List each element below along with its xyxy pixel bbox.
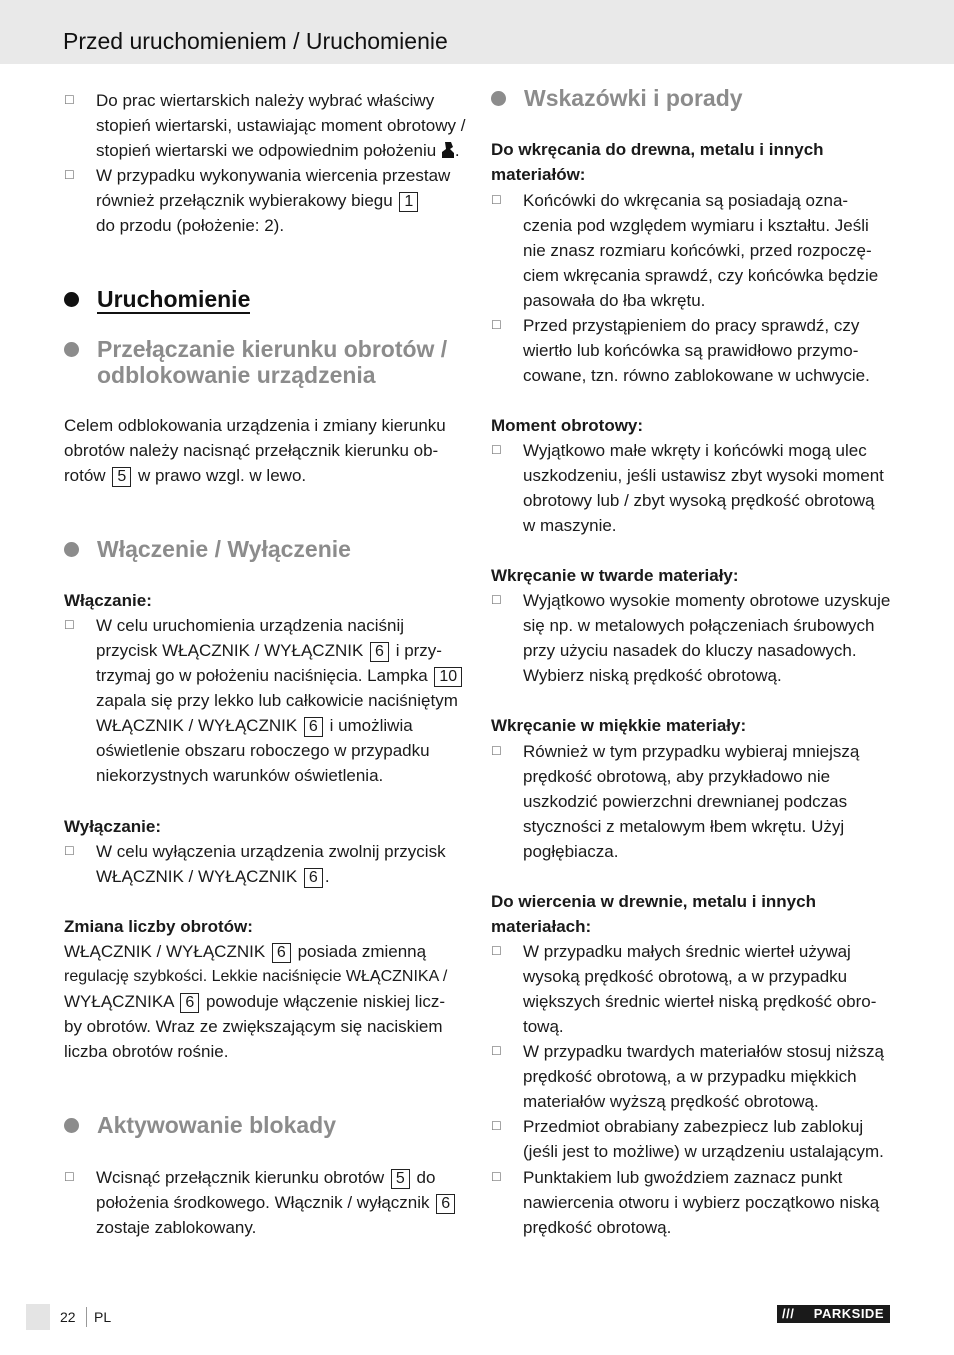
- text: do: [416, 1168, 436, 1187]
- line: stopień wiertarski, ustawiając moment obrotowy /: [96, 116, 466, 135]
- list-item: [491, 313, 891, 388]
- line: Przedmiot obrabiany zabezpiecz lub zablokuj: [523, 1117, 864, 1136]
- checkbox-square-icon: ☐: [64, 1170, 75, 1184]
- line: pasowała do łba wkrętu.: [523, 291, 706, 310]
- line: Wyjątkowo małe wkręty i końcówki mogą ulec: [523, 441, 867, 460]
- heading-text: Przełączanie kierunku obrotów /: [97, 336, 448, 362]
- line: W przypadku małych średnic wierteł używaj: [523, 942, 851, 961]
- subheading: Wkręcanie w twarde materiały:: [491, 566, 739, 585]
- section-heading: [64, 536, 464, 564]
- page-title: Przed uruchomieniem / Uruchomienie: [63, 28, 448, 54]
- line: nie znasz rozmiaru końcówki, przed rozpoczę-: [523, 241, 872, 260]
- list-item: [64, 613, 464, 788]
- line: (jeśli jest to możliwe) w urządzeniu ustalającym.: [523, 1142, 884, 1161]
- line: Do wiercenia w drewnie, metalu i innych: [491, 892, 816, 911]
- brand-name: PARKSIDE: [813, 1306, 884, 1321]
- line: WŁĄCZNIK / WYŁĄCZNIK 6 .: [96, 867, 330, 886]
- line: wiertło lub końcówka są prawidłowo przymo-: [523, 341, 859, 360]
- checkbox-square-icon: ☐: [64, 844, 75, 858]
- bullet-dot-icon: [64, 542, 79, 557]
- line: Do prac wiertarskich należy wybrać właściwy: [96, 91, 435, 110]
- text: WŁĄCZNIK / WYŁĄCZNIK: [96, 716, 298, 735]
- list-item: [491, 939, 891, 1039]
- line: W celu wyłączenia urządzenia zwolnij przycisk: [96, 842, 446, 861]
- text: również przełącznik wybierakowy biegu: [96, 191, 393, 210]
- line: do przodu (położenie: 2).: [96, 216, 285, 235]
- part-number-box: 5: [112, 467, 131, 487]
- line: Przed przystąpieniem do pracy sprawdź, czy: [523, 316, 860, 335]
- line: by obrotów. Wraz ze zwiększającym się naciskiem: [64, 1017, 443, 1036]
- line: niekorzystnych warunków oświetlenia.: [96, 766, 384, 785]
- line: [64, 939, 464, 964]
- part-number-box: 6: [304, 868, 323, 888]
- part-number-box: 6: [180, 993, 199, 1013]
- footer-marker: [26, 1304, 50, 1330]
- line: [96, 663, 464, 688]
- line: Wyjątkowo wysokie momenty obrotowe uzyskuje: [523, 591, 891, 610]
- line: wysoką prędkość obrotową, a w przypadku: [523, 967, 848, 986]
- line: Punktakiem lub gwoździem zaznacz punkt: [523, 1168, 843, 1187]
- list-item: [64, 839, 464, 889]
- subheading: Włączanie:: [64, 591, 152, 610]
- page-number: 22: [60, 1309, 76, 1325]
- line: większych średnic wierteł niską prędkość obro-: [523, 992, 877, 1011]
- line: styczności z metalowym łbem wkrętu. Użyj: [523, 817, 845, 836]
- subheading: Moment obrotowy:: [491, 416, 644, 435]
- subheading: Zmiana liczby obrotów:: [64, 917, 253, 936]
- text: Wcisnąć przełącznik kierunku obrotów: [96, 1168, 385, 1187]
- text: przycisk WŁĄCZNIK / WYŁĄCZNIK: [96, 641, 364, 660]
- line: W przypadku twardych materiałów stosuj niższą: [523, 1042, 884, 1061]
- line: [64, 463, 464, 488]
- line: [96, 1190, 464, 1215]
- text: stopień wiertarski we odpowiednim położeniu: [96, 141, 437, 160]
- checkbox-square-icon: ☐: [491, 193, 502, 207]
- page-header: [0, 0, 954, 64]
- line: uszkodzeniu, jeśli ustawisz zbyt wysoki moment: [523, 466, 884, 485]
- brand-logo: [777, 1305, 890, 1323]
- bullet-dot-icon: [64, 1118, 79, 1133]
- part-number-box: 10: [434, 667, 462, 687]
- line: stopień wiertarski we odpowiednim położeniu .: [96, 141, 460, 160]
- heading-text: odblokowanie urządzenia: [97, 362, 376, 388]
- part-number-box: 6: [272, 943, 291, 963]
- line: pogłębiacza.: [523, 842, 619, 861]
- text: WŁĄCZNIK / WYŁĄCZNIK: [64, 942, 266, 961]
- part-number-box: 5: [391, 1169, 410, 1189]
- line: cowane, tzn. równo zablokowane w uchwycie.: [523, 366, 870, 385]
- paragraph: [64, 413, 464, 488]
- subheading: Wkręcanie w miękkie materiały:: [491, 716, 747, 735]
- list-item: [491, 1039, 891, 1114]
- line: prędkość obrotową.: [523, 1218, 672, 1237]
- section-heading: [64, 286, 464, 314]
- line: uszkodzić powierzchni drewnianej podczas: [523, 792, 848, 811]
- footer-divider: [86, 1307, 87, 1327]
- checkbox-square-icon: ☐: [64, 93, 75, 107]
- section-heading: [491, 85, 891, 113]
- line: [96, 188, 464, 213]
- line: Celem odblokowania urządzenia i zmiany kierunku: [64, 416, 446, 435]
- line: W przypadku wykonywania wiercenia przestaw: [96, 166, 451, 185]
- text: WYŁĄCZNIKA: [64, 992, 174, 1011]
- bullet-dot-icon: [491, 91, 506, 106]
- line: nawiercenia otworu i wybierz początkowo niską: [523, 1193, 880, 1212]
- checkbox-square-icon: ☐: [491, 744, 502, 758]
- line: [64, 989, 464, 1014]
- line: oświetlenie obszaru roboczego w przypadku: [96, 741, 430, 760]
- paragraph: [64, 939, 464, 1064]
- text: posiada zmienną: [297, 942, 427, 961]
- drill-icon: [441, 141, 455, 159]
- language-code: PL: [94, 1309, 112, 1325]
- checkbox-square-icon: ☐: [64, 168, 75, 182]
- checkbox-square-icon: ☐: [491, 1119, 502, 1133]
- text: w prawo wzgl. w lewo.: [137, 466, 307, 485]
- line: Również w tym przypadku wybieraj mniejszą: [523, 742, 860, 761]
- heading-text: Włączenie / Wyłączenie: [97, 536, 351, 562]
- section-heading: [64, 1112, 464, 1140]
- list-item: [64, 88, 464, 163]
- line: Wybierz niską prędkość obrotową.: [523, 666, 782, 685]
- list-item: [491, 1114, 891, 1164]
- line: [96, 713, 464, 738]
- part-number-box: 6: [370, 642, 389, 662]
- line: tową.: [523, 1017, 564, 1036]
- line: zapala się przy lekko lub całkowicie naciśniętym: [96, 691, 458, 710]
- list-item: [491, 438, 891, 538]
- checkbox-square-icon: ☐: [491, 1170, 502, 1184]
- text: i umożliwia: [329, 716, 413, 735]
- checkbox-square-icon: ☐: [491, 1044, 502, 1058]
- line: przy użyciu nasadek do kluczy nasadowych.: [523, 641, 857, 660]
- list-item: [64, 1165, 464, 1240]
- line: zostaje zablokowany.: [96, 1218, 257, 1237]
- line: W celu uruchomienia urządzenia naciśnij: [96, 616, 405, 635]
- line: Do wkręcania do drewna, metalu i innych: [491, 140, 824, 159]
- line: [96, 638, 464, 663]
- text: i przy-: [395, 641, 442, 660]
- list-item: [64, 163, 464, 238]
- checkbox-square-icon: ☐: [491, 443, 502, 457]
- bullet-dot-icon: [64, 292, 79, 307]
- text: rotów: [64, 466, 106, 485]
- heading-text: Aktywowanie blokady: [97, 1112, 337, 1138]
- subheading: [491, 137, 891, 187]
- line: prędkość obrotową, aby przykładowo nie: [523, 767, 831, 786]
- list-item: [491, 1165, 891, 1240]
- list-item: [491, 188, 891, 313]
- subheading: Wyłączanie:: [64, 817, 162, 836]
- line: Końcówki do wkręcania są posiadają ozna-: [523, 191, 849, 210]
- text: trzymaj go w położeniu naciśnięcia. Lampka: [96, 666, 428, 685]
- line: materiałów:: [491, 165, 586, 184]
- logo-stripes-icon: ///: [782, 1306, 795, 1321]
- checkbox-square-icon: ☐: [64, 618, 75, 632]
- line: regulację szybkości. Lekkie naciśnięcie WŁĄCZNIKA /: [64, 968, 448, 985]
- text: WŁĄCZNIK / WYŁĄCZNIK: [96, 867, 298, 886]
- part-number-box: 1: [399, 192, 418, 212]
- heading-text: Wskazówki i porady: [524, 85, 743, 111]
- list-item: [491, 739, 891, 864]
- line: materiałów wyższą prędkość obrotową.: [523, 1092, 819, 1111]
- line: liczba obrotów rośnie.: [64, 1042, 229, 1061]
- list-item: [491, 588, 891, 688]
- line: czenia pod względem wymiaru i kształtu. Jeśli: [523, 216, 869, 235]
- part-number-box: 6: [436, 1194, 455, 1214]
- line: [96, 1165, 464, 1190]
- heading-text: Uruchomienie: [97, 286, 251, 312]
- text: powoduje włączenie niskiej licz-: [205, 992, 446, 1011]
- line: w maszynie.: [523, 516, 617, 535]
- line: prędkość obrotową, a w przypadku miękkich: [523, 1067, 857, 1086]
- checkbox-square-icon: ☐: [491, 944, 502, 958]
- line: obrotów należy nacisnąć przełącznik kierunku ob-: [64, 441, 439, 460]
- checkbox-square-icon: ☐: [491, 318, 502, 332]
- section-heading: [64, 336, 464, 388]
- checkbox-square-icon: ☐: [491, 593, 502, 607]
- line: materiałach:: [491, 917, 592, 936]
- line: obrotowy lub / zbyt wysoką prędkość obrotową: [523, 491, 875, 510]
- part-number-box: 6: [304, 717, 323, 737]
- bullet-dot-icon: [64, 342, 79, 357]
- line: ciem wkręcania sprawdź, czy końcówka będzie: [523, 266, 879, 285]
- subheading: [491, 889, 891, 939]
- text: położenia środkowego. Włącznik / wyłącznik: [96, 1193, 430, 1212]
- line: się np. w metalowych połączeniach śrubowych: [523, 616, 875, 635]
